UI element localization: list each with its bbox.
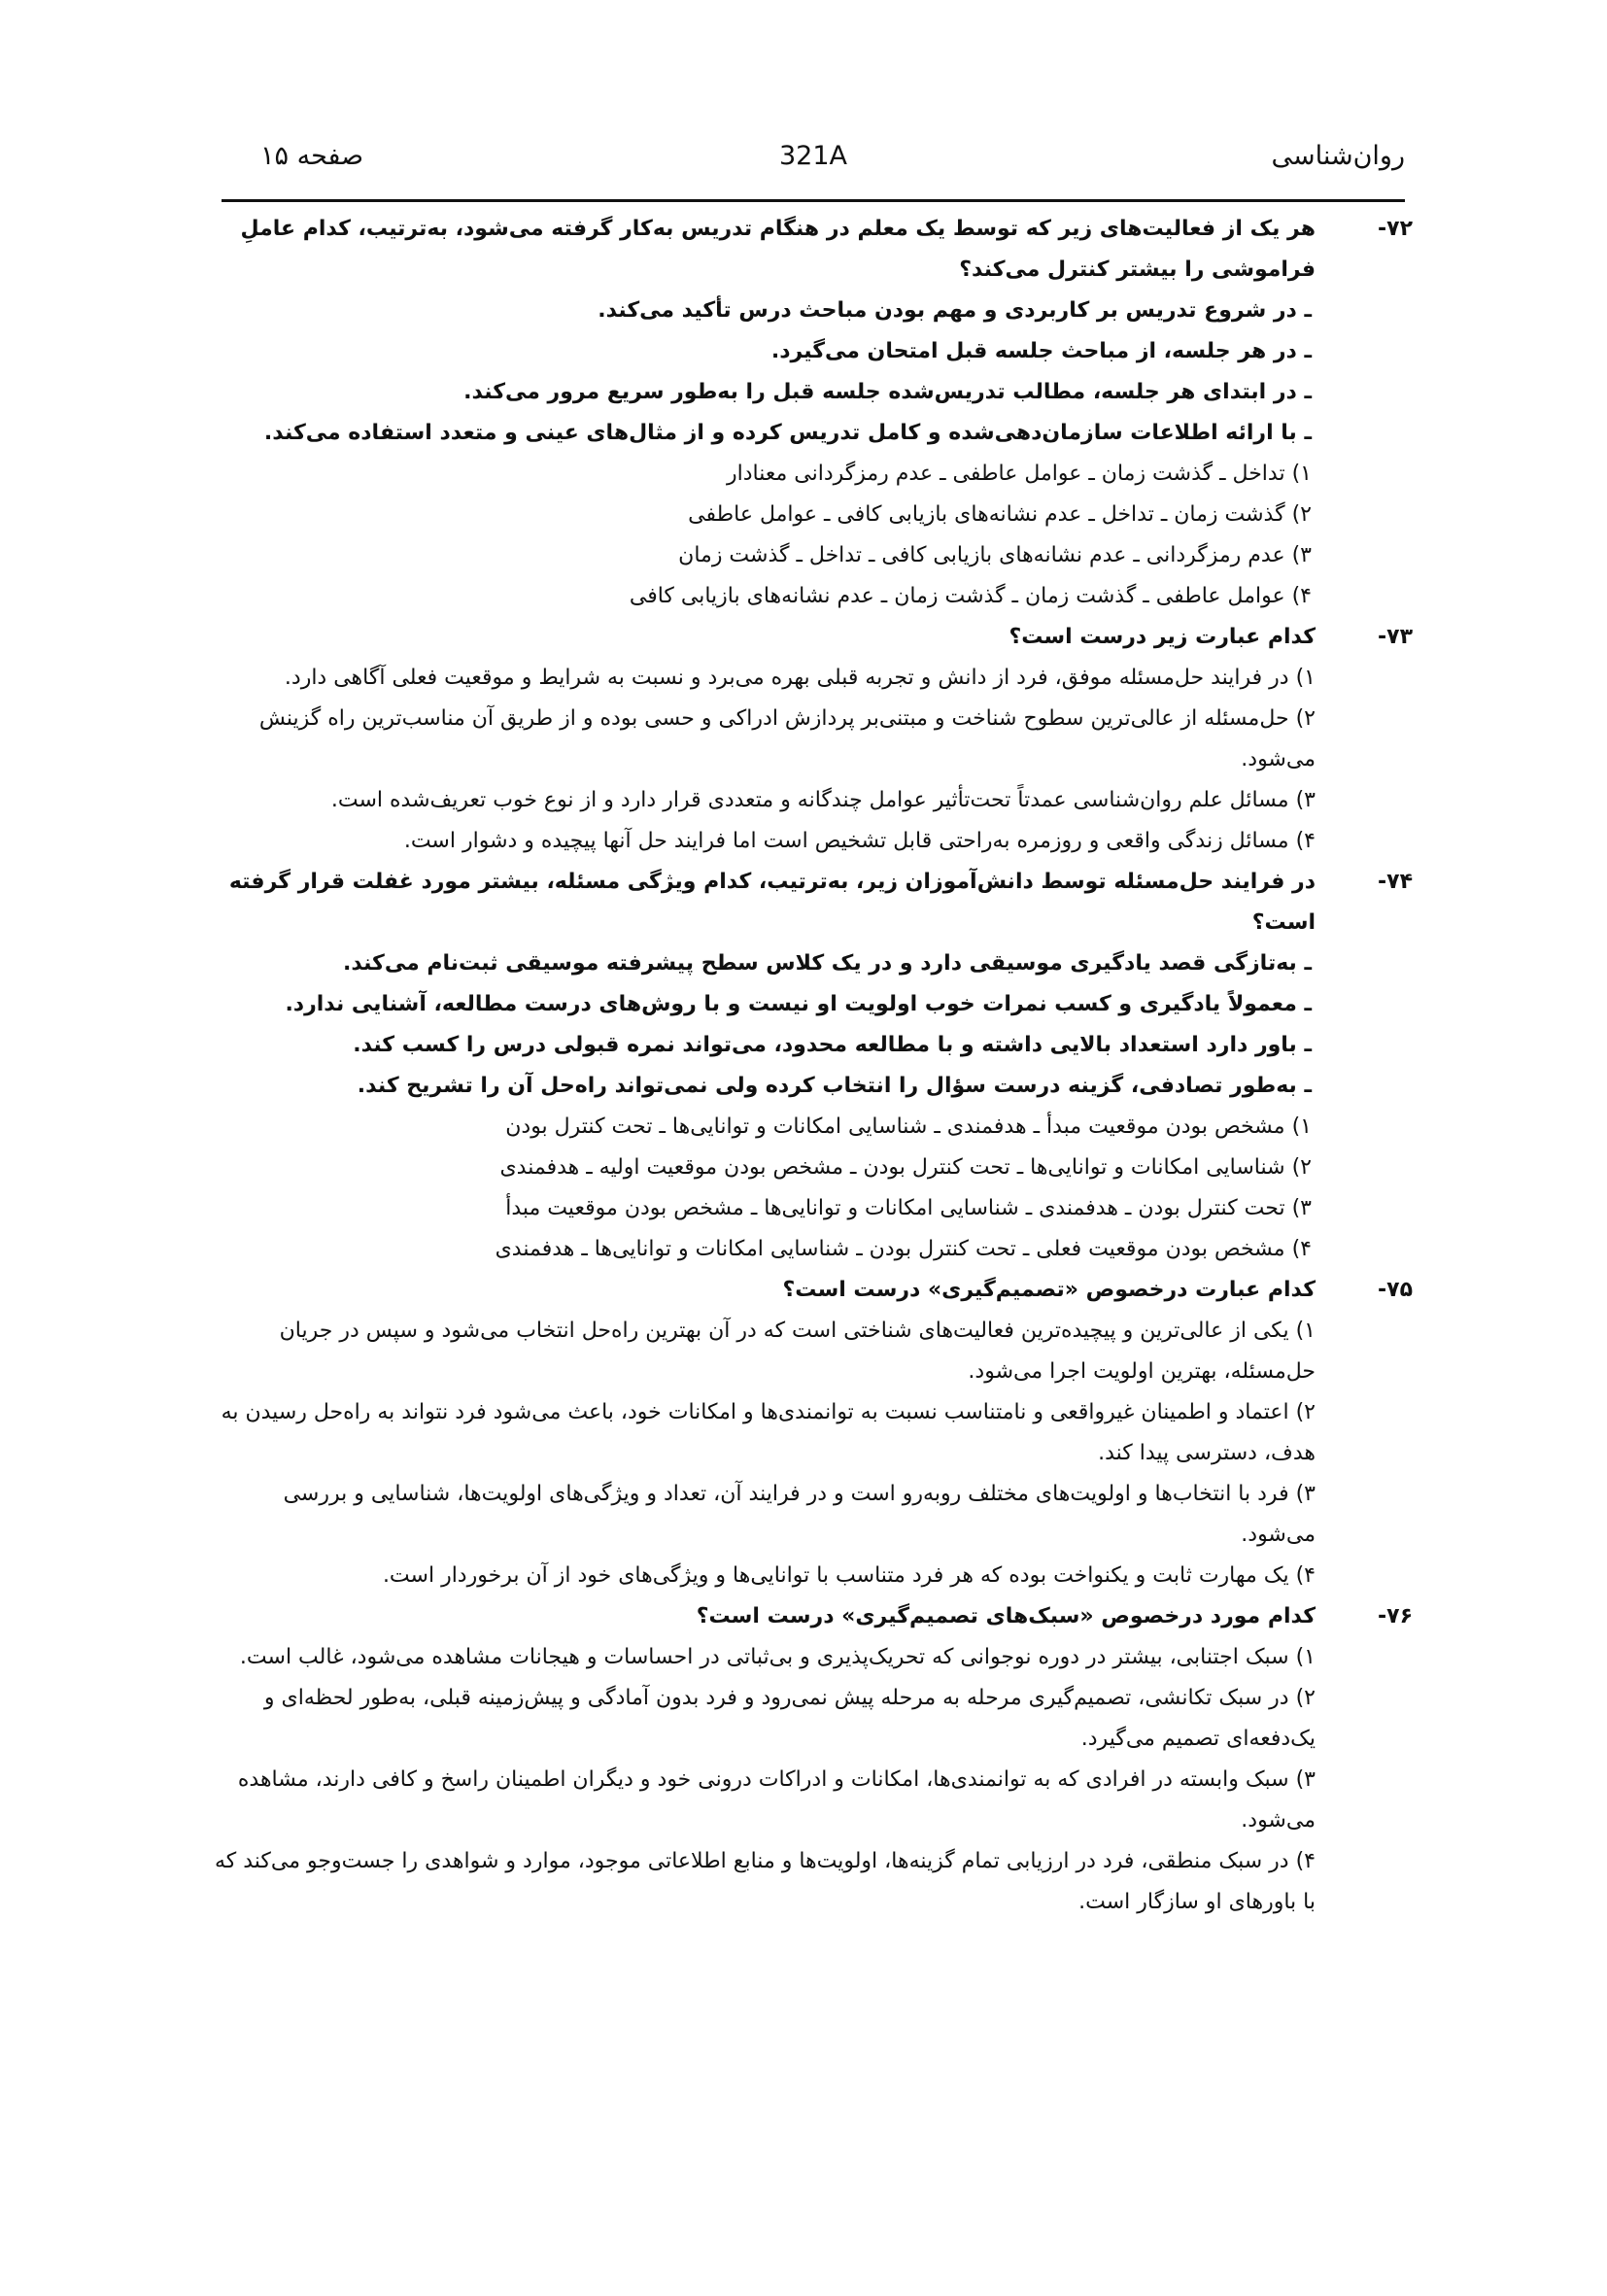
question-number: ۷۲-	[1378, 217, 1413, 241]
question-item: ـ با ارائه اطلاعات سازمان‌دهی‌شده و کامل تدریس کرده و از مثال‌های عینی و متعدد استفاده می‌کند.	[263, 421, 1312, 445]
answer-option: ۲) گذشت زمان ـ تداخل ـ عدم نشانه‌های بازیابی کافی ـ عوامل عاطفی	[688, 502, 1312, 527]
answer-option: ۲) حل‌مسئله از عالی‌ترین سطوح شناخت و مبتنی‌بر پردازش ادراکی و حسی بوده و از طریق آن مناسب‌ترین راه گزینش می‌شود.	[258, 706, 1316, 771]
answer-options	[202, 1107, 1316, 1270]
question-item: ـ به‌تازگی قصد یادگیری موسیقی دارد و در یک کلاس سطح پیشرفته موسیقی ثبت‌نام می‌کند.	[343, 951, 1312, 976]
question-75	[202, 1270, 1413, 1596]
answer-option: ۲) شناسایی امکانات و توانایی‌ها ـ تحت کنترل بودن ـ مشخص بودن موقعیت اولیه ـ هدفمندی	[499, 1155, 1312, 1180]
question-text: کدام عبارت زیر درست است؟	[1009, 625, 1316, 649]
question-73	[202, 617, 1413, 862]
page-header	[222, 141, 1405, 189]
question-number: ۷۶-	[1378, 1604, 1413, 1628]
question-item: ـ باور دارد استعداد بالایی داشته و با مطالعه محدود، می‌تواند نمره قبولی درس را کسب کند.	[353, 1033, 1312, 1057]
answer-option: ۴) یک مهارت ثابت و یکنواخت بوده که هر فرد متناسب با توانایی‌ها و ویژگی‌های خود از آن برخوردار است.	[382, 1563, 1316, 1588]
answer-option: ۱) یکی از عالی‌ترین و پیچیده‌ترین فعالیت‌های شناختی است که در آن بهترین راه‌حل انتخاب می‌شود و سپس در جریان حل‌مسئله، بهترین اولویت اجرا می‌شود.	[279, 1319, 1316, 1384]
answer-options	[202, 454, 1316, 617]
answer-option: ۳) فرد با انتخاب‌ها و اولویت‌های مختلف روبه‌رو است و در فرایند آن، تعداد و ویژگی‌های اولویت‌ها، شناسایی و بررسی می‌شود.	[283, 1482, 1316, 1547]
answer-option: ۱) تداخل ـ گذشت زمان ـ عوامل عاطفی ـ عدم رمزگردانی معنادار	[727, 462, 1312, 486]
question-text: کدام عبارت درخصوص «تصمیم‌گیری» درست است؟	[782, 1278, 1316, 1302]
header-divider	[222, 199, 1405, 202]
answer-option: ۴) عوامل عاطفی ـ گذشت زمان ـ گذشت زمان ـ عدم نشانه‌های بازیابی کافی	[629, 584, 1312, 608]
question-items	[202, 291, 1316, 454]
question-text: در فرایند حل‌مسئله توسط دانش‌آموزان زیر، به‌ترتیب، کدام ویژگی مسئله، بیشتر مورد غفلت قرار گرفته است؟	[228, 870, 1316, 935]
question-item: ـ در شروع تدریس بر کاربردی و مهم بودن مباحث درس تأکید می‌کند.	[598, 298, 1312, 323]
question-76	[202, 1596, 1413, 1923]
question-number: ۷۴-	[1378, 870, 1413, 894]
page-number: صفحه ۱۵	[260, 141, 364, 171]
question-item: ـ در هر جلسه، از مباحث جلسه قبل امتحان می‌گیرد.	[770, 339, 1312, 363]
questions-list	[202, 209, 1413, 1923]
answer-options	[202, 1311, 1354, 1596]
answer-option: ۲) اعتماد و اطمینان غیرواقعی و نامتناسب نسبت به توانمندی‌ها و امکانات خود، باعث می‌شود فرد نتواند به راه‌حل رسیدن به هدف، دسترسی پیدا کند.	[221, 1400, 1316, 1465]
answer-option: ۴) مشخص بودن موقعیت فعلی ـ تحت کنترل بودن ـ شناسایی امکانات و توانایی‌ها ـ هدفمندی	[495, 1237, 1312, 1261]
answer-option: ۴) در سبک منطقی، فرد در ارزیابی تمام گزینه‌ها، اولویت‌ها و منابع اطلاعاتی موجود، موارد و شواهدی را جست‌وجو می‌کند که با باورهای او سازگار است.	[214, 1849, 1316, 1914]
answer-option: ۳) سبک وابسته در افرادی که به توانمندی‌ها، امکانات و ادراکات درونی خود و دیگران اطمینان راسخ و کافی دارند، مشاهده می‌شود.	[237, 1767, 1316, 1833]
answer-option: ۲) در سبک تکانشی، تصمیم‌گیری مرحله به مرحله پیش نمی‌رود و فرد بدون آمادگی و پیش‌زمینه قبلی، به‌طور لحظه‌ای و یک‌دفعه‌ای تصمیم می‌گیرد.	[263, 1686, 1316, 1751]
question-item: ـ به‌طور تصادفی، گزینه درست سؤال را انتخاب کرده ولی نمی‌تواند راه‌حل آن را تشریح کند.	[357, 1074, 1312, 1098]
question-text: هر یک از فعالیت‌های زیر که توسط یک معلم در هنگام تدریس به‌کار گرفته می‌شود، به‌ترتیب، کدام عاملِ فراموشی را بیشتر کنترل می‌کند؟	[240, 217, 1316, 282]
question-74	[202, 862, 1413, 1270]
answer-option: ۱) در فرایند حل‌مسئله موفق، فرد از دانش و تجربه قبلی بهره می‌برد و نسبت به شرایط و موقعیت فعلی آگاهی دارد.	[284, 666, 1316, 690]
question-72	[202, 209, 1413, 617]
question-number: ۷۵-	[1378, 1278, 1413, 1302]
question-number: ۷۳-	[1378, 625, 1413, 649]
answer-option: ۱) مشخص بودن موقعیت مبدأ ـ هدفمندی ـ شناسایی امکانات و توانایی‌ها ـ تحت کنترل بودن	[505, 1114, 1312, 1139]
answer-option: ۳) عدم رمزگردانی ـ عدم نشانه‌های بازیابی کافی ـ تداخل ـ گذشت زمان	[678, 543, 1312, 567]
answer-option: ۴) مسائل زندگی واقعی و روزمره به‌راحتی قابل تشخیص است اما فرایند حل آنها پیچیده و دشوار است.	[403, 829, 1316, 853]
question-text: کدام مورد درخصوص «سبک‌های تصمیم‌گیری» درست است؟	[696, 1604, 1316, 1628]
question-item: ـ معمولاً یادگیری و کسب نمرات خوب اولویت او نیست و با روش‌های درست مطالعه، آشنایی ندارد.	[285, 992, 1312, 1016]
answer-option: ۳) تحت کنترل بودن ـ هدفمندی ـ شناسایی امکانات و توانایی‌ها ـ مشخص بودن موقعیت مبدأ	[505, 1196, 1312, 1220]
answer-option: ۱) سبک اجتنابی، بیشتر در دوره نوجوانی که تحریک‌پذیری و بی‌ثباتی در احساسات و هیجانات مشاهده می‌شود، غالب است.	[239, 1645, 1316, 1669]
subject-title: روان‌شناسی	[1271, 141, 1405, 171]
answer-option: ۳) مسائل علم روان‌شناسی عمدتاً تحت‌تأثیر عوامل چندگانه و متعددی قرار دارد و از نوع خوب تعریف‌شده است.	[330, 788, 1316, 812]
question-items	[202, 943, 1316, 1107]
question-item: ـ در ابتدای هر جلسه، مطالب تدریس‌شده جلسه قبل را به‌طور سریع مرور می‌کند.	[463, 380, 1312, 404]
answer-options	[202, 658, 1354, 862]
answer-options	[202, 1637, 1354, 1923]
booklet-code: 321A	[778, 141, 847, 171]
